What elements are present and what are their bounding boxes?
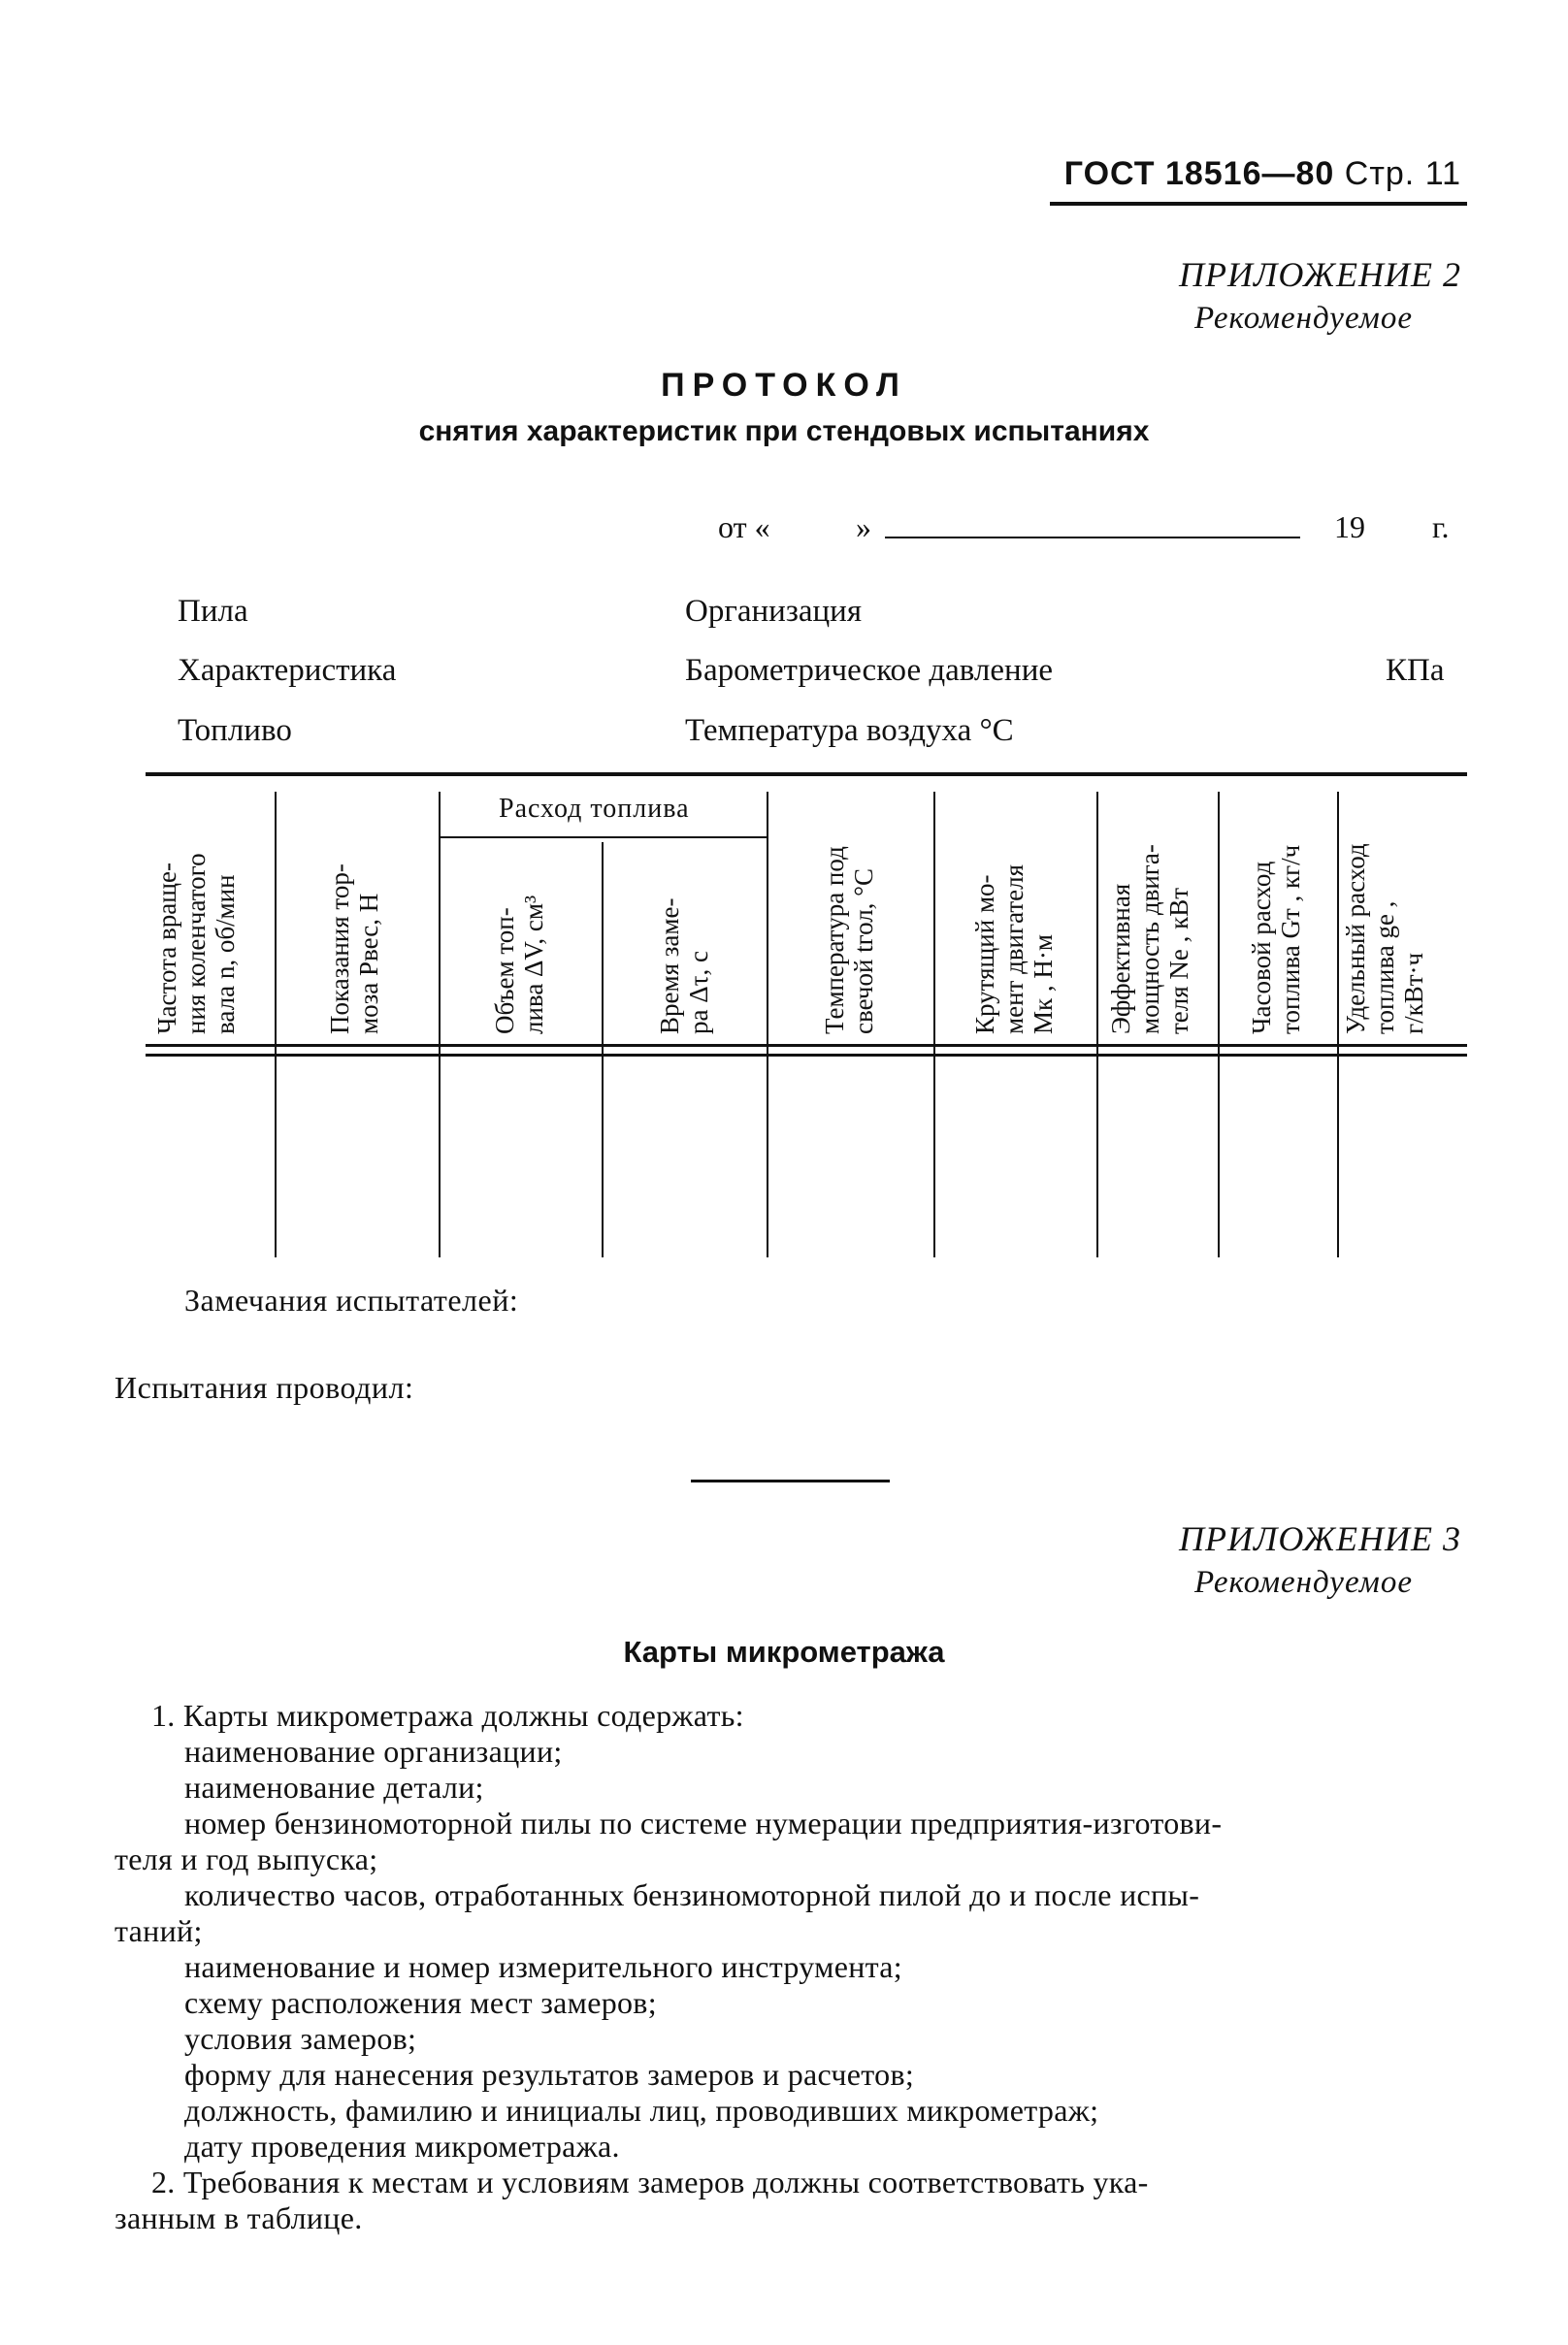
col-divider [439,792,441,1257]
col-header-line: Частота враще- [152,863,181,1034]
col-header-line: Эффективная [1106,883,1135,1034]
list-item: схему расположения мест замеров; [184,1985,657,2020]
list-item: таний; [114,1913,203,1948]
col-header-measure-time [655,898,713,1034]
col-divider [1096,792,1098,1257]
field-fuel: Топливо [178,713,292,748]
section-separator [691,1480,890,1482]
col-header-line: ра Δτ, с [684,951,713,1034]
list-item: наименование организации; [184,1734,563,1769]
col-header-line: топлива ge , [1370,900,1399,1034]
gost-header [1064,155,1461,193]
remarks-label: Замечания испытателей: [184,1283,519,1318]
appendix-2-subtitle: Рекомендуемое [1193,301,1413,336]
field-saw: Пила [178,594,248,629]
appendix-3-title: ПРИЛОЖЕНИЕ 3 [1179,1519,1461,1558]
col-header-brake-reading [325,863,383,1034]
header-rule [1050,202,1467,206]
col-header-line: теля Ne , кВт [1164,887,1193,1034]
col-header-line: топлива Gт , кг/ч [1276,844,1305,1034]
list-item: номер бензиномоторной пилы по системе нумерации предприятия-изготови- [184,1806,1223,1840]
col-header-fuel-volume [490,896,548,1034]
col-header-line: Удельный расход [1341,843,1370,1034]
col-header-line: моза Pвес, Н [354,893,383,1034]
table-header-rule-2 [146,1054,1467,1057]
col-header-line: Температура под [820,846,849,1034]
appendix-3-subtitle: Рекомендуемое [1193,1565,1413,1600]
field-air-temp: Температура воздуха °С [685,713,1014,748]
list-item: наименование и номер измерительного инструмента; [184,1949,902,1984]
col-header-line: ния коленчатого [181,853,211,1034]
col-divider [602,842,604,1257]
col-header-line: Крутящий мо- [970,874,999,1034]
list-item: теля и год выпуска; [114,1841,378,1876]
table-header-rule [146,1044,1467,1047]
field-barometric: Барометрическое давление [685,653,1054,688]
col-divider [1337,792,1339,1257]
col-header-line: Mк , Н·м [1029,934,1058,1034]
appendix-2-title: ПРИЛОЖЕНИЕ 2 [1179,255,1461,294]
conducted-label: Испытания проводил: [114,1370,414,1405]
col-divider [1218,792,1220,1257]
col-header-torque [970,864,1058,1034]
date-year: 19 [1334,509,1365,544]
col-header-line: Время заме- [655,897,684,1034]
list-item: занным в таблице. [114,2200,363,2235]
protocol-subtitle: снятия характеристик при стендовых испытаниях [418,415,1150,447]
col-header-line: мощность двига- [1135,844,1164,1034]
col-header-line: мент двигателя [999,863,1029,1034]
cards-title: Карты микрометража [623,1635,945,1669]
list-item: 1. Карты микрометража должны содержать: [151,1698,744,1733]
list-item: наименование детали; [184,1770,484,1805]
group-header-fuel-consumption: Расход топлива [499,794,690,824]
list-item: должность, фамилию и инициалы лиц, проводивших микрометраж; [184,2093,1099,2128]
date-line [885,537,1300,538]
col-header-line: г/кВт·ч [1399,952,1428,1034]
date-prefix: от « [718,509,770,544]
col-header-hourly-consumption [1247,845,1305,1034]
col-header-line: свечой tгол, °С [849,868,878,1034]
list-item: 2. Требования к местам и условиям замеров должны соответствовать ука- [151,2165,1149,2199]
col-header-rotation-speed [152,853,240,1034]
col-header-specific-consumption [1341,843,1428,1034]
col-header-line: лива ΔV, см³ [519,895,548,1034]
col-header-line: Объем топ- [490,907,519,1034]
date-suffix: г. [1432,509,1450,544]
col-header-effective-power [1106,844,1193,1034]
page-number: Стр. 11 [1344,155,1461,192]
field-characteristic: Характеристика [178,653,397,688]
list-item: условия замеров; [184,2021,417,2056]
col-header-line: Часовой расход [1247,861,1276,1034]
group-header-rule [441,836,767,838]
col-divider [933,792,935,1257]
date-mid: » [856,509,871,544]
col-divider [275,792,277,1257]
field-unit-kpa: КПа [1386,653,1445,688]
gost-number: ГОСТ 18516—80 [1063,155,1335,192]
cards-requirements [114,1698,1473,2236]
col-header-line: вала n, об/мин [211,874,240,1034]
list-item: форму для нанесения результатов замеров и расчетов; [184,2057,915,2092]
list-item: количество часов, отработанных бензиномоторной пилой до и после испы- [184,1877,1200,1912]
col-divider [767,792,768,1257]
field-organization: Организация [685,594,863,629]
col-header-plug-temperature [820,846,878,1034]
protocol-title: ПРОТОКОЛ [661,367,907,404]
table-top-rule [146,772,1467,776]
list-item: дату проведения микрометража. [184,2129,620,2164]
col-header-line: Показания тор- [325,863,354,1034]
